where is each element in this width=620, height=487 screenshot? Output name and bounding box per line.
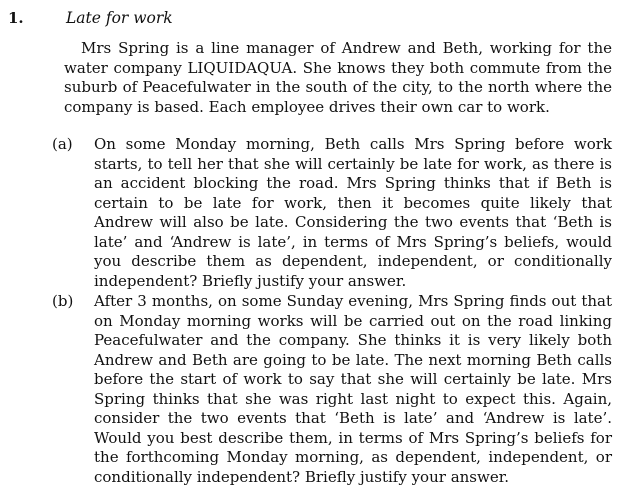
question-intro: Mrs Spring is a line manager of Andrew and Beth, working for the water company LIQUIDAQUA. She knows they both commute from the suburb of Peacefulwater in the south of the city, to the north where the company is based. Each employee drives their own car to work.	[64, 39, 612, 116]
part-b-text: After 3 months, on some Sunday evening, Mrs Spring finds out that on Monday morning works will be carried out on the road linking Peacefulwater and the company. She thinks it is very likely both Andrew and Beth are going to be late. The next morning Beth calls before the start of work to say that she will certainly be late. Mrs Spring thinks that she was right last night to expect this. Again, consider the two events that ‘Beth is late’ and ‘Andrew is late’. Would you best describe them, in terms of Mrs Spring’s beliefs for the forthcoming Monday morning, as dependent, independent, or conditionally independent? Briefly justify your answer.	[94, 292, 612, 486]
question-title: Late for work	[66, 9, 173, 27]
question-number: 1.	[8, 9, 24, 27]
part-b-label: (b)	[52, 292, 74, 310]
part-a-label: (a)	[52, 135, 73, 153]
part-a-text: On some Monday morning, Beth calls Mrs Spring before work starts, to tell her that she will certainly be late for work, as there is an accident blocking the road. Mrs Spring thinks that if Beth is certain to be late for work, then it becomes quite likely that Andrew will also be late. Considering the two events that ‘Beth is late’ and ‘Andrew is late’, in terms of Mrs Spring’s beliefs, would you describe them as dependent, independent, or conditionally independent? Briefly justify your answer.	[94, 135, 612, 290]
